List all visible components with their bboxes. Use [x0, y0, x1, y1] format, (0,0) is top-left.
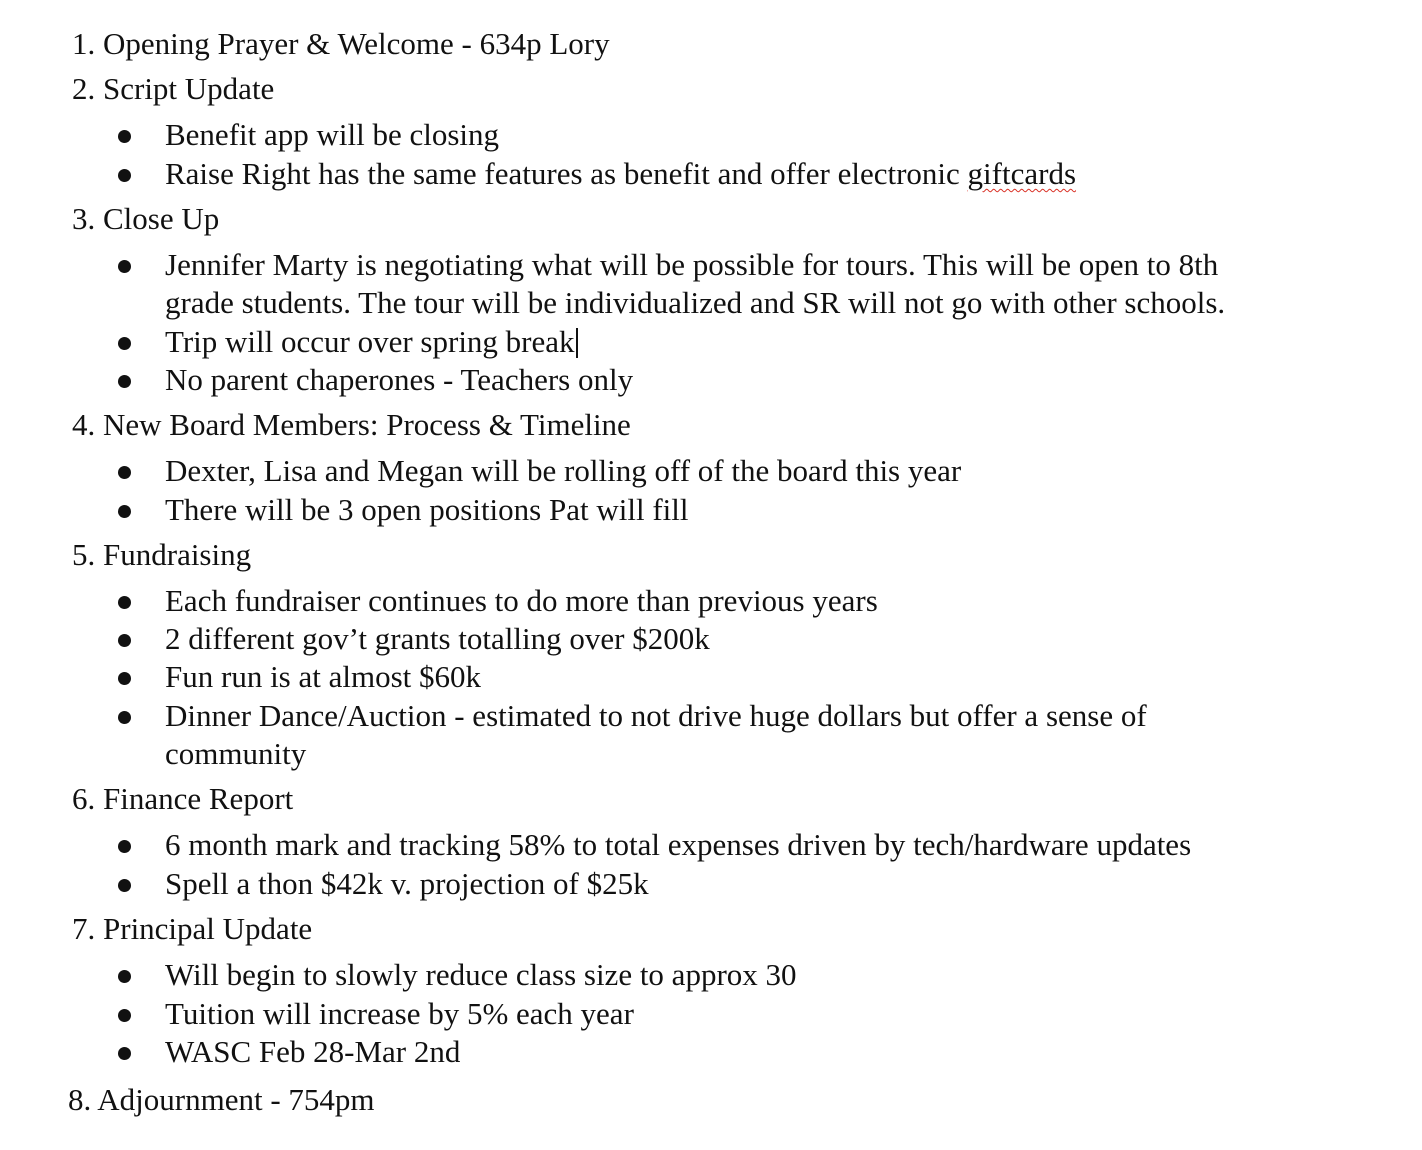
bullet-text: Fun run is at almost $60k — [165, 659, 482, 694]
bullet-icon — [118, 1009, 131, 1022]
item-number: 7. — [72, 911, 96, 946]
bullet-text: WASC Feb 28-Mar 2nd — [165, 1034, 461, 1069]
agenda-item-8 — [68, 1081, 375, 1119]
bullet-text: 2 different gov’t grants totalling over $200k — [165, 621, 710, 656]
bullet-text: Spell a thon $42k v. projection of $25k — [165, 866, 649, 901]
bullet-icon — [118, 596, 131, 609]
bullet-text: No parent chaperones - Teachers only — [165, 362, 634, 397]
bullet-icon — [118, 169, 131, 182]
bullet-icon — [118, 337, 131, 350]
agenda-item-1 — [72, 25, 610, 63]
bullet-text: Each fundraiser continues to do more than previous years — [165, 583, 878, 618]
bullet-icon — [118, 672, 131, 685]
bullet-icon — [118, 260, 131, 273]
agenda-item-5 — [72, 536, 251, 574]
item-number: 4. — [72, 407, 96, 442]
item-number: 8. — [68, 1082, 92, 1117]
item-title: New Board Members: Process & Timeline — [103, 407, 631, 442]
bullet-icon — [118, 634, 131, 647]
agenda-item-3 — [72, 200, 219, 238]
agenda-item-6 — [72, 780, 293, 818]
bullet-text: Dexter, Lisa and Megan will be rolling off of the board this year — [165, 453, 962, 488]
item-title: Fundraising — [103, 537, 252, 572]
bullet-icon — [118, 840, 131, 853]
item-title: Close Up — [103, 201, 220, 236]
bullet-icon — [118, 711, 131, 724]
text-cursor — [576, 328, 578, 358]
item-title: Script Update — [103, 71, 275, 106]
agenda-item-2 — [72, 70, 274, 108]
item-number: 5. — [72, 537, 96, 572]
item-title: Principal Update — [103, 911, 313, 946]
bullet-icon — [118, 879, 131, 892]
bullet-text: Raise Right has the same features as benefit and offer electronic — [165, 156, 968, 191]
bullet-icon — [118, 505, 131, 518]
bullet-text-line-1: Dinner Dance/Auction - estimated to not drive huge dollars but offer a sense of — [165, 698, 1147, 733]
bullet-text-line-1: Jennifer Marty is negotiating what will be possible for tours. This will be open to 8th — [165, 247, 1219, 282]
bullet-icon — [118, 375, 131, 388]
bullet-icon — [118, 1047, 131, 1060]
item-number: 6. — [72, 781, 96, 816]
bullet-text: There will be 3 open positions Pat will fill — [165, 492, 689, 527]
bullet-text: Will begin to slowly reduce class size to approx 30 — [165, 957, 797, 992]
bullet-text-line-2: grade students. The tour will be individualized and SR will not go with other schools. — [165, 285, 1226, 320]
bullet-icon — [118, 970, 131, 983]
misspelled-word[interactable]: giftcards — [967, 156, 1077, 191]
item-title: Adjournment - 754pm — [97, 1082, 375, 1117]
bullet-text: Trip will occur over spring break — [165, 324, 575, 359]
item-number: 2. — [72, 71, 96, 106]
bullet-text: Tuition will increase by 5% each year — [165, 996, 634, 1031]
bullet-icon — [118, 130, 131, 143]
agenda-item-7 — [72, 910, 312, 948]
item-number: 3. — [72, 201, 96, 236]
item-title: Opening Prayer & Welcome - 634p Lory — [103, 26, 610, 61]
item-title: Finance Report — [103, 781, 294, 816]
bullet-icon — [118, 466, 131, 479]
agenda-item-4 — [72, 406, 631, 444]
bullet-text: 6 month mark and tracking 58% to total expenses driven by tech/hardware updates — [165, 827, 1192, 862]
bullet-text: Benefit app will be closing — [165, 117, 500, 152]
item-number: 1. — [72, 26, 96, 61]
bullet-text-line-2: community — [165, 736, 307, 771]
